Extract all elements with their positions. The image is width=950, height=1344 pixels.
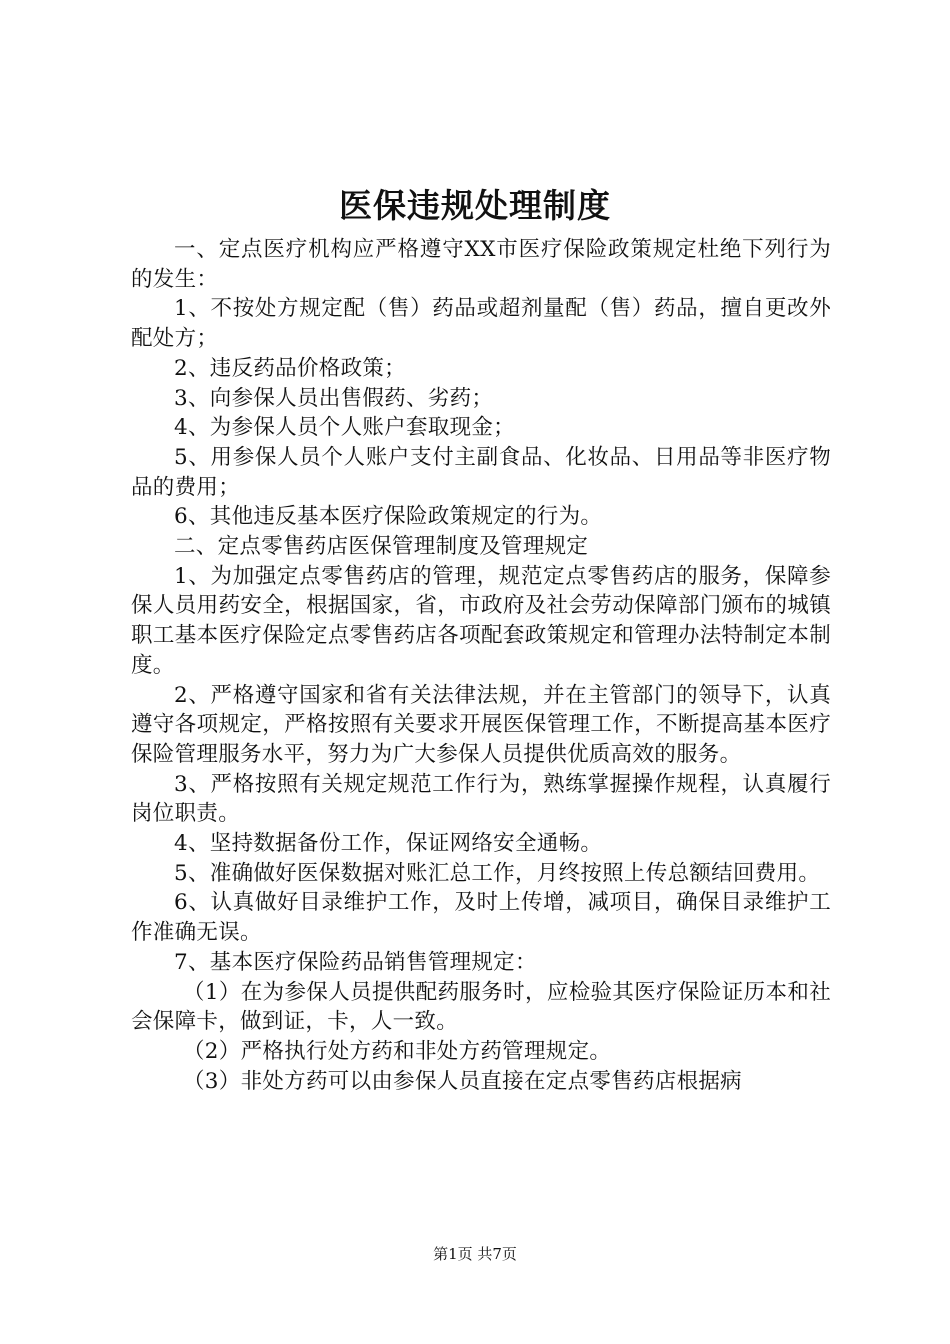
paragraph: 6、认真做好目录维护工作，及时上传增，减项目，确保目录维护工作准确无误。 (131, 890, 831, 946)
paragraph: （1）在为参保人员提供配药服务时，应检验其医疗保险证历本和社会保障卡，做到证，卡，人一致。 (131, 979, 831, 1035)
paragraph: 3、向参保人员出售假药、劣药； (174, 385, 494, 411)
paragraph: 5、准确做好医保数据对账汇总工作，月终按照上传总额结回费用。 (174, 860, 821, 886)
paragraph: 2、严格遵守国家和省有关法律法规，并在主管部门的领导下，认真遵守各项规定，严格按照有关要求开展医保管理工作，不断提高基本医疗保险管理服务水平，努力为广大参保人员提供优质高效的服务。 (131, 682, 831, 767)
section-heading: 二、定点零售药店医保管理制度及管理规定 (174, 534, 589, 560)
paragraph: 4、为参保人员个人账户套取现金； (174, 415, 515, 441)
paragraph: （3）非处方药可以由参保人员直接在定点零售药店根据病 (183, 1068, 742, 1094)
paragraph: 2、违反药品价格政策； (174, 355, 406, 381)
paragraph: 5、用参保人员个人账户支付主副食品、化妆品、日用品等非医疗物品的费用； (131, 444, 831, 500)
paragraph: 3、严格按照有关规定规范工作行为，熟练掌握操作规程，认真履行岗位职责。 (131, 771, 831, 827)
document-body (131, 235, 831, 1096)
page-number: 第1页 共7页 (433, 1245, 517, 1263)
paragraph: 6、其他违反基本医疗保险政策规定的行为。 (174, 504, 603, 530)
paragraph: 4、坚持数据备份工作，保证网络安全通畅。 (174, 831, 603, 857)
paragraph: 1、为加强定点零售药店的管理，规范定点零售药店的服务，保障参保人员用药安全，根据国家，省，市政府及社会劳动保障部门颁布的城镇职工基本医疗保险定点零售药店各项配套政策规定和管理办法特制定本制度。 (131, 563, 831, 678)
paragraph: 7、基本医疗保险药品销售管理规定： (174, 949, 537, 975)
paragraph: 1、不按处方规定配（售）药品或超剂量配（售）药品，擅自更改外配处方； (131, 296, 831, 352)
paragraph: （2）严格执行处方药和非处方药管理规定。 (183, 1038, 612, 1064)
document-title: 医保违规处理制度 (339, 186, 611, 225)
paragraph: 一、定点医疗机构应严格遵守XX市医疗保险政策规定杜绝下列行为的发生： (131, 237, 831, 292)
